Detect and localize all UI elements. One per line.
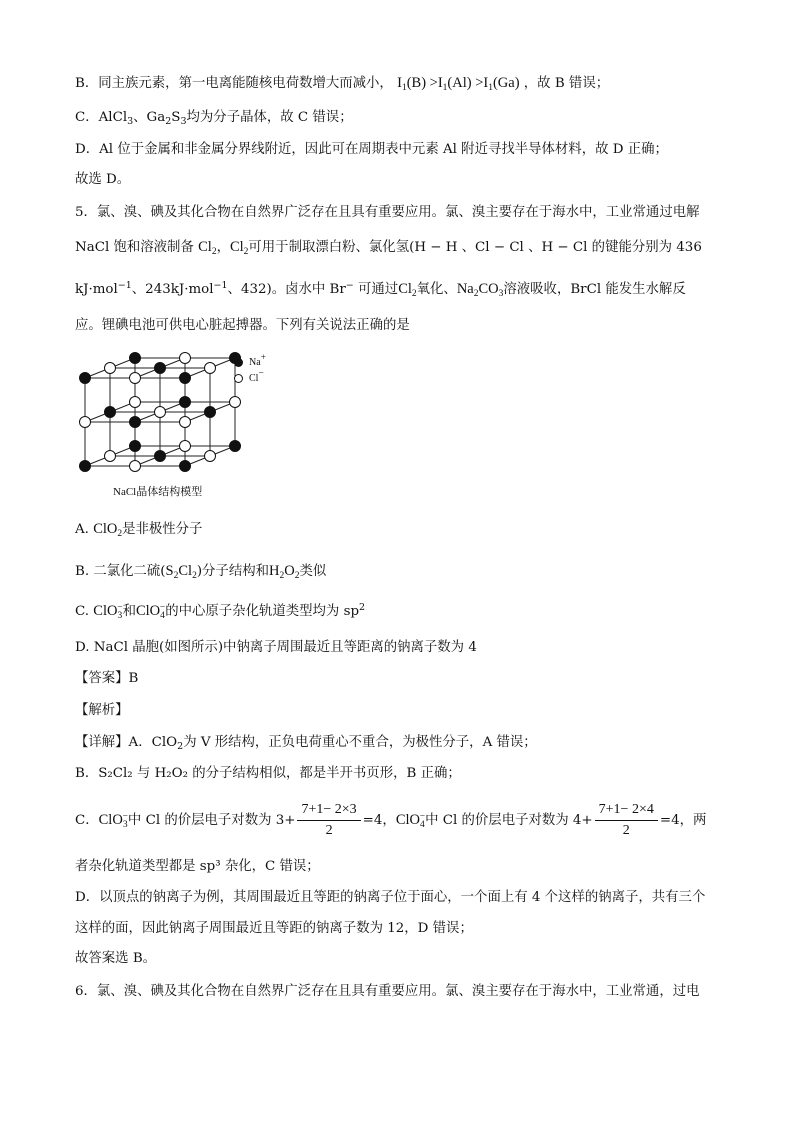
na-ion (155, 363, 166, 374)
text: NaCl 饱和溶液制备 (75, 240, 194, 255)
text: 中 Cl 的价层电子对数为 4+ (425, 813, 593, 828)
text: 均为分子晶体，故 C 错误； (186, 110, 353, 125)
q5-line-2: NaCl 饱和溶液制备 $Cl_2$，$Cl_2$可用于制取漂白粉、氯化氢(H − H 、Cl − Cl 、H − Cl 的键能分别为 436 (75, 239, 702, 257)
na-ion (130, 441, 141, 452)
na-ion (105, 407, 116, 418)
answer-label: 【答案】B (75, 671, 139, 686)
option-b: B. 二氯化二硫$(S_2Cl_2)$分子结构和$H_2O_2$类似 (75, 563, 327, 581)
q5-line-4: 应。锂碘电池可供电心脏起搏器。下列有关说法正确的是 (75, 318, 410, 333)
text: 溶液吸收，BrCl 能发生水解反 (503, 282, 686, 297)
na-ion (230, 441, 241, 452)
option-c: C. ClO$_3$−和ClO$_4$−的中心原子杂化轨道类型均为 $sp^2$ (75, 602, 366, 621)
detail-c: C．ClO$_3$−中 Cl 的价层电子对数为 3+ $\frac{7+1- 2\times 3}{2}$ =4，ClO$_4$−中 Cl 的价层电子对数为 4+ $\frac{7+1- 2\times 4}{2}$ =4，两 (75, 799, 706, 842)
legend-na: Na+ (234, 357, 266, 368)
text: 、243kJ·mol (131, 282, 214, 297)
text: 类似 (299, 564, 327, 579)
detail-c-2: 者杂化轨道类型都是 sp³ 杂化，C 错误； (75, 859, 320, 874)
text: 为 V 形结构，正负电荷重心不重合，为极性分子，A 错误； (183, 735, 537, 750)
detail-d-2: 这样的面，因此钠离子周围最近且等距的钠离子数为 12，D 错误； (75, 921, 473, 936)
denominator: 2 (325, 823, 333, 838)
denominator: 2 (622, 823, 630, 838)
text: C． (75, 813, 99, 828)
text: 【详解】A．ClO (75, 735, 178, 750)
text: C．AlCl (75, 110, 128, 125)
text: Cl (249, 373, 259, 384)
cl-ion (130, 397, 141, 408)
nacl-crystal-diagram (75, 348, 285, 498)
cl-ion (205, 363, 216, 374)
legend-cl: Cl− (234, 373, 264, 384)
figure-caption: NaCl晶体结构模型 (113, 486, 203, 498)
cl-ion (180, 441, 191, 452)
na-ion (80, 373, 91, 384)
detail-a: 【详解】A．ClO$_2$为 V 形结构，正负电荷重心不重合，为极性分子，A 错误； (75, 735, 537, 752)
numerator: 7+1− 2×4 (595, 800, 658, 821)
cl-ion (230, 397, 241, 408)
numerator: 7+1− 2×3 (297, 800, 360, 821)
cl-ion (105, 363, 116, 374)
conclusion-2: 故答案选 B。 (75, 951, 157, 966)
cl-ion (155, 407, 166, 418)
fraction-2 (595, 800, 658, 841)
text: 和 (122, 604, 136, 619)
text: B．同主族元素，第一电离能随核电荷数增大而减小， (75, 76, 393, 91)
text: 、432)。卤水中 Br (227, 282, 346, 297)
cl-ion (80, 417, 91, 428)
na-ion (180, 397, 191, 408)
cl-ion (105, 451, 116, 462)
text: 氧化、 (416, 282, 457, 297)
na-ion (130, 353, 141, 364)
cl-ion (205, 451, 216, 462)
cl-ion (180, 417, 191, 428)
line-d: D．Al 位于金属和非金属分界线附近，因此可在周期表中元素 Al 附近寻找半导体材料，故 D 正确； (75, 142, 668, 157)
text: =4， (362, 813, 396, 828)
detail-b: B．S₂Cl₂ 与 H₂O₂ 的分子结构相似，都是半开书页形，B 正确； (75, 766, 461, 781)
na-ion (155, 451, 166, 462)
line-c: C．AlCl$_3$、$Ga_2S_3$均为分子晶体，故 C 错误； (75, 110, 353, 127)
na-dot-icon (234, 358, 243, 367)
cl-ion (130, 461, 141, 472)
ionization-expression: $I_1(B) >I_1(Al) >I_1(Ga)$ (397, 75, 520, 93)
text: C. (75, 604, 94, 619)
na-ion (80, 461, 91, 472)
q6-line-1: 6．氯、溴、碘及其化合物在自然界广泛存在且具有重要应用。氯、溴主要存在于海水中，工业常通，过电 (75, 984, 700, 999)
text: 的中心原子杂化轨道类型均为 sp (165, 604, 360, 619)
text: Na (249, 357, 261, 368)
cl-ion (180, 353, 191, 364)
text: )分子结构和 (196, 564, 269, 579)
text: ，故 B 错误； (523, 76, 610, 91)
detail-d-1: D．以顶点的钠离子为例，其周围最近且等距的钠离子位于面心，一个面上有 4 个这样的钠离子，共有三个 (75, 890, 706, 905)
text: 可通过 (358, 282, 399, 297)
conclusion-1: 故选 D。 (75, 172, 131, 187)
text: kJ·mol (75, 282, 118, 297)
na-ion (205, 407, 216, 418)
na-ion (180, 461, 191, 472)
fraction-1 (297, 800, 360, 841)
option-d: D. NaCl 晶胞(如图所示)中钠离子周围最近且等距离的钠离子数为 4 (75, 640, 477, 655)
text: 、Ga (133, 110, 166, 125)
option-a: A. ClO$_2$是非极性分子 (75, 521, 203, 539)
line-b (75, 73, 609, 94)
text: 中 Cl 的价层电子对数为 3+ (127, 813, 296, 828)
analysis-label: 【解析】 (75, 703, 129, 718)
na-ion (180, 373, 191, 384)
text: 是非极性分子 (122, 522, 203, 537)
text: =4，两 (659, 813, 707, 828)
q5-line-1: 5．氯、溴、碘及其化合物在自然界广泛存在且具有重要应用。氯、溴主要存在于海水中，工业常通过电解 (75, 205, 700, 220)
q5-line-3: kJ·mol$^{-1}$、243kJ·mol$^{-1}$、432)。卤水中 Br− 可通过$Cl_2$氧化、$Na_2CO_3$溶液吸收，BrCl 能发生水解反 (75, 280, 686, 299)
text: S (171, 110, 181, 125)
text: 可用于制取漂白粉、氯化氢(H − H 、Cl − Cl 、H − Cl 的键能分别为 436 (248, 240, 702, 255)
text: A. (75, 522, 94, 537)
cl-circle-icon (234, 374, 243, 383)
cl-ion (130, 373, 141, 384)
na-ion (130, 417, 141, 428)
text: B. 二氯化二硫( (75, 564, 166, 579)
